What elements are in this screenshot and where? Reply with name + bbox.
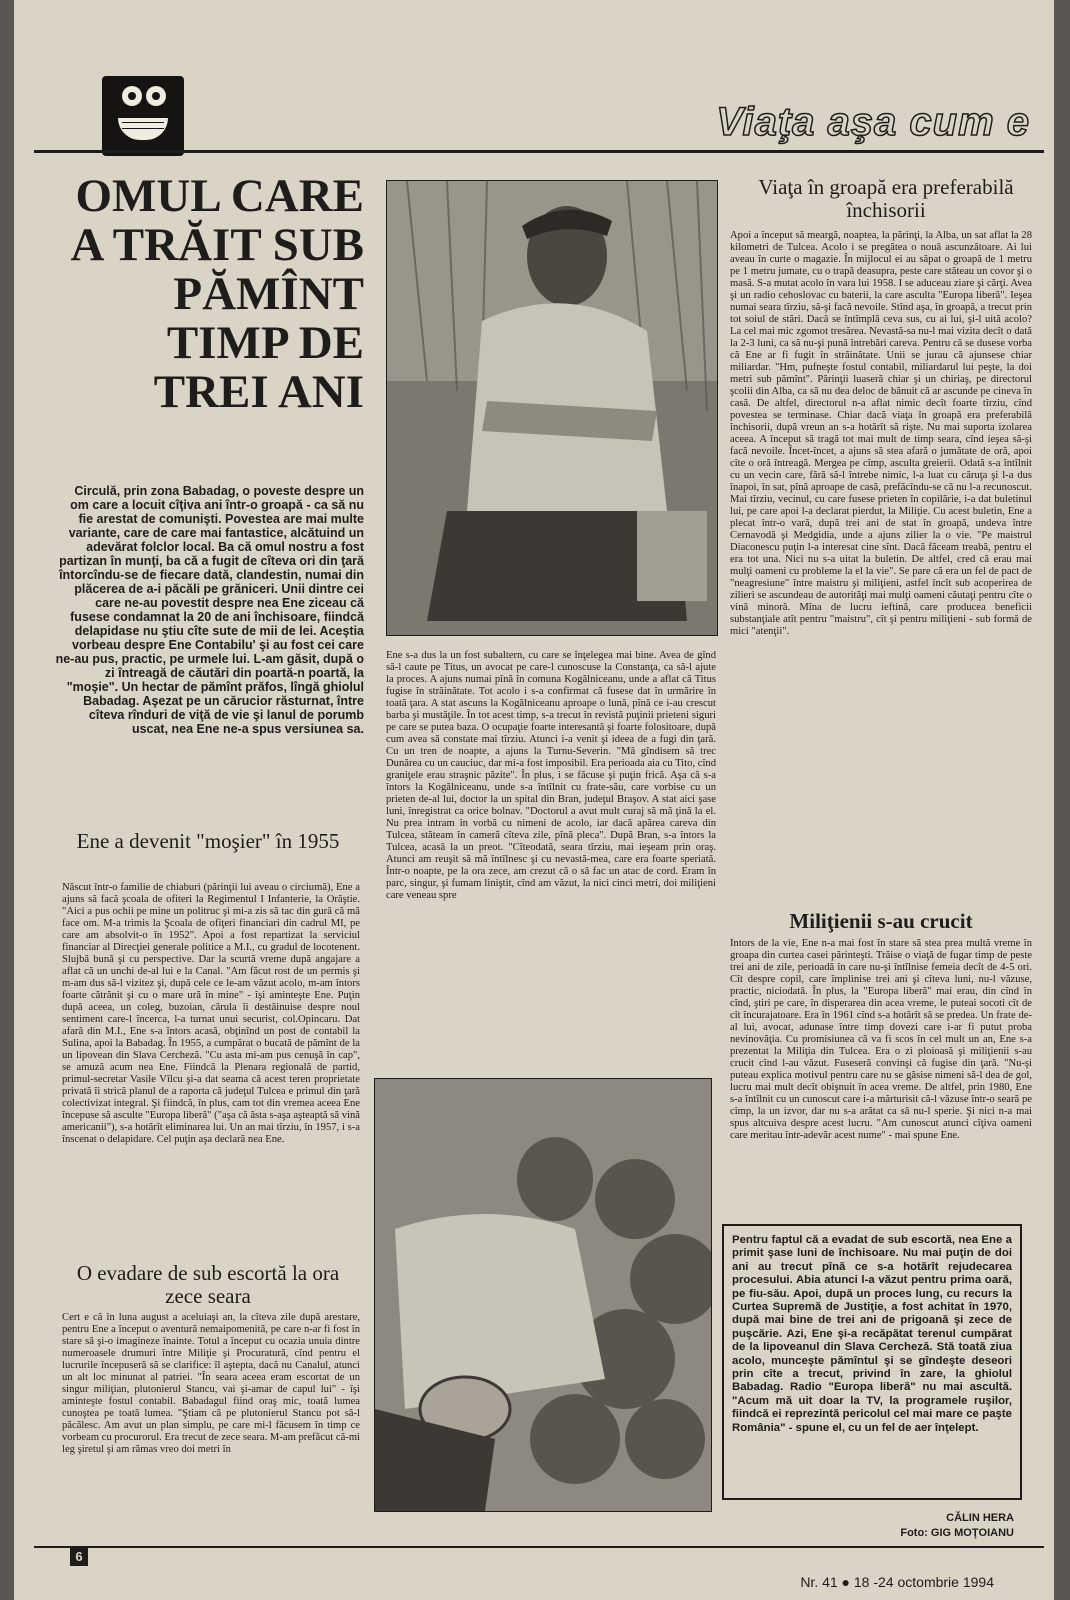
photo-man-harvesting <box>374 1078 712 1512</box>
subheading-militienii: Miliţienii s-au crucit <box>789 909 973 933</box>
subheading-evadare: O evadare de sub escortă la ora zece seara <box>76 1261 340 1308</box>
photo-credit: Foto: GIG MOŢOIANU <box>900 1527 1014 1539</box>
section-title: Viaţa aşa cum e <box>716 100 1030 144</box>
subheading-groapa: Viaţa în groapă era preferabilă închisorii <box>758 175 1014 222</box>
epilogue-text: Pentru faptul că a evadat de sub escortă, nea Ene a primit şase luni de închisoare. Nu mai puţin de doi ani au trecut pînă ce s-a hotărît rejudecarea procesului. Abia atunci l-a văzut pentru prima oară, pe fiu-său. Apoi, după un proces lung, cu recurs la Curtea Supremă de Justiţie, a fost achitat în 1970, după mai bine de trei ani de prigoană şi zece de puşcărie. Azi, Ene şi-a recăpătat terenul cumpărat de la lipoveanul din Slava Cercheză. Stă toată ziua acolo, munceşte pămîntul şi se gîndeşte deseori prin cîte a trecut, privind în zare, la ghiolul Babadag. Radio "Europa liberă" nu mai ascultă. "Acum mă uit doar la TV, la programele ruşilor, fiindcă ei reprezintă pericolul cel mai mare ce paşte România" - spune el, cu un fel de aer înţelept. <box>732 1234 1012 1434</box>
issue-info: Nr. 41 ● 18 -24 octombrie 1994 <box>800 1574 994 1590</box>
header-rule <box>34 150 1044 153</box>
newspaper-page <box>14 0 1054 1600</box>
body-col2: Ene s-a dus la un fost subaltern, cu care se înţelegea mai bine. Avea de gînd să-l caute pe Titus, un avocat pe care-l cunoscuse la Constanţa, ca să-l ajute la proces. A ajuns numai pînă în comuna Kogălniceanu, unde a aflat că Titus fugise în străinătate. Tot acolo i s-a confirmat că fusese dat în urmărire în toată ţara. A stat ascuns la Kogălniceanu aproape o lună, pînă ce i-au crescut barba şi mustăţile. În tot acest timp, s-a trecut în revistă puţinii prieteni siguri pe care se putea baza. O ocupaţie foarte interesantă şi foarte folositoare, după cum avea să constate mai tîrziu. Atunci i-a venit şi ideea de a fugi din ţară. Cu un tren de noapte, a ajuns la Turnu-Severin. "Mă gîndisem să trec Dunărea cu un cauciuc, dar mi-a fost imposibil. Era perioada aia cu Tito, cînd graniţele erau straşnic păzite". În plus, i se făcuse şi puţin frică. Aşa că s-a întors la Kogălniceanu, unde s-a întîlnit cu frate-său, care vorbise cu un prieten de-al lui, doctor la un spital din Bran, judeţul Braşov. A stat aici şase luni, înregistrat ca orice bolnav. "Doctorul a avut mult curaj să mă ţină la el. Nu prea intram în vorbă cu nimeni de acolo, iar dacă apărea careva din Tulcea, stăteam în cameră cîteva zile, pînă pleca". După Bran, s-a întors la Tulcea, acasă la un preot. "Cîteodată, seara tîrziu, mai ieşeam prin oraş. Atunci am reuşit să mă întîlnesc şi cu nevastă-mea, care era foarte speriată. Într-o noapte, pe la ora zece, am crezut că o să fac un atac de cord. Eram în parc, singur, şi fumam liniştit, cînd am văzut, la nici cinci metri, doi miliţieni care veneau spre <box>386 650 716 901</box>
body-col3-part2: Întors de la vie, Ene n-a mai fost în stare să stea prea multă vreme în groapa din curtea casei părinteşti. Trăise o viaţă de fugar timp de peste trei ani de zile, perioadă în care nu-şi întîlnise femeia decît de 4-5 ori. Cît despre copil, care împlinise trei ani şi cîteva luni, nu-l văzuse, practic, niciodată. În plus, la "Europa liberă" mai erau, din cînd în cînd, ştiri pe care, în disperarea din acea vreme, le puteai socoti cît de cît încurajatoare. Era în 1961 cînd s-a hotărît să se predea. Un frate de-al lui, avocat, adunase între timp dovezi care i-ar fi putut proba nevinovăţia. Cu promisiunea că va fi scos în cel mult un an, Ene s-a prezentat la Miliţia din Tulcea. Era o zi ploioasă şi miliţienii s-au crucit cînd l-au văzut. Fuseseră convinşi că fugise din ţară. "Nu-şi puteau explica motivul pentru care nu se găsise nimeni să-l dea de gol, lucru mai mult decît obişnuit în acea vreme. De altfel, prin 1980, Ene s-a întîlnit cu un cunoscut care i-a mărturisit că-l văzuse într-o seară pe cîmp, la un izvor, dar nu s-a arătat ca să nu-l sperie. Şi nici n-a mai spus altcuiva despre acest lucru. "Am cunoscut atunci cîţiva oameni care meritau într-adevăr acest nume" - mai spune Ene. <box>730 938 1032 1141</box>
body-col1-part1: Născut într-o familie de chiaburi (părinţii lui aveau o circiumă), Ene a ajuns să facă şcoala de ofiteri la Regimentul I Infanterie, la Orăştie. "Aici a pus ochii pe mine un politruc şi mi-a zis să tac din gură că mă face om. M-a trimis la Şcoala de ofiţeri financiari din cadrul MI, pe care am absolvit-o în 1952". Apoi a fost repartizat la serviciul financiar al Direcţiei generale politice a M.I., cu gradul de locotenent. Slujbă bună şi cu perspective. Dar la scurtă vreme după angajare a aflat că un unchi de-al lui e la Canal. "Am făcut rost de un permis şi m-am dus să-l vizitez şi, după cele ce le-am văzut acolo, m-am întors foarte cătrănit şi cu o mare ură în mine" - îşi aminteşte Ene. Puţin după aceea, un coleg, buzoian, cărula îi destăinuise despre noul sentiment care-l încerca, l-a turnat unui securist, col.Opincaru. Dat afară din M.I., Ene s-a întors acasă, obţinînd un post de contabil la Sulina, apoi la Babadag. În 1955, a cumpărat o bucată de pămînt de la un lipovean din Slava Cercheză. "Cu asta mi-am pus cenuşă în cap", se amuză acum nea Ene. Fiindcă la Plenara regională de partid, primul-secretar Vasile Vîlcu şi-a dat seama că acest teren proprietate privată îi strică planul de a raporta că judeţul Tulcea e primul din ţară colectivizat integral. Şi fiindcă, în plus, cam tot din vremea aceea Ene începuse să asculte "Europa liberă" ("aşa că ăsta s-aşa aşteaptă să vină americanii"), s-a hotărît eliminarea lui. Un an mai tîrziu, în 1957, i s-a înscenat o delapidare. Cel puţin aşa declară nea Ene. <box>62 882 360 1145</box>
boxed-epilogue <box>722 1224 1022 1500</box>
body-col1-part2: Cert e că în luna august a aceluiaşi an, la cîteva zile după arestare, pentru Ene a început o aventură nemaipomenită, pe care n-ar fi fost în stare să şi-o imagineze înainte. Totul a început cu ocazia unuia dintre numeroasele drumuri între Miliţie şi Procuratură, cînd pentru el lucrurile începuseră să se clarifice: îl aştepta, dacă nu Canalul, atunci un alt loc minunat al patriei. "În seara aceea eram escortat de un singur miliţian, plutonierul Stancu, vai şi-amar de capul lui" - îşi aminteşte fostul contabil. Babadagul fiind oraş mic, toată lumea cunoştea pe toată lumea. "Ştiam că pe plutonierul Stancu pot să-l păcălesc. Am avut un plan simplu, pe care mi-l făcusem în timp ce vorbeam cu procurorul. Era trecut de zece seara. M-am prefăcut că-mi leg şiretul şi am rămas vreo doi metri în <box>62 1312 360 1455</box>
body-col3-part1: Apoi a început să meargă, noaptea, la părinţi, la Alba, un sat aflat la 28 kilometri de Tulcea. Acolo i se pregătea o nouă ascunzătoare. Ai lui aveau în curte o magazie. În mijlocul ei au săpat o groapă de 1 metru pe 1 metru jumate, cu o trapă deasupra, peste care stăteau un covor şi o masă. S-a mutat acolo în vara lui 1958. I se aduceau ziare şi cărţi. Avea şi un radio cehoslovac cu baterii, la care asculta "Europa liberă". Ieşea numai seara tîrziu, să-şi facă nevoile. Stînd aşa, în groapă, a trecut prin tot soiul de stări. Dacă se întîmplă ceva sus, cu ai lui, şi-l uită acolo? La cel mai mic zgomot tresărea. Nevastă-sa nu-l mai vizita decît o dată la 2-3 luni, ca să nu-şi pună întrebări careva. Pentru că se dusese vorba că Ene ar fi fugit în străinătate. Unii se jurau că ajunsese chiar miliardar. "Hm, pufneşte fostul contabil, miliardarul lui peşte, la doi metri sub pămînt". Părinţii luaseră chiar şi un chiriaş, pe directorul şcolii din Alba, ca să nu dea deloc de bănuit că ar ascunde pe cineva în casă. De altfel, directorul n-a aflat nimic decît foarte tîrziu, cînd povestea se terminase. Chiar dacă viaţa în groapă era preferabilă închisorii, după vreun an s-a hotărît să rişte. Nu mai suporta izolarea aceea. A început să tragă tot mai mult de timp seara, cînd ieşea să-şi facă nevoile. Încet-încet, a ajuns să stea afară o jumătate de oră, apoi cîte o oră întreagă. Mergea pe cîmp, asculta greierii. Odată s-a întîlnit cu un vecin care, fără să-l întrebe nimic, l-a luat cu căruţa şi l-a dus înapoi, în sat, pînă aproape de casă, prefăcîndu-se că nu l-a recunoscut. Mai tîrziu, vecinul, cu care fusese prieten în copilărie, i-a dat buletinul lui, pe care apoi l-a declarat pierdut, la Miliţie. Cu acest buletin, Ene a plecat într-o vară, după trei ani de stat în groapă, undeva între Cernavodă şi Medgidia, unde a ajuns zilier la o vie. "Pe maistrul Diaconescu puţin l-a interesat cine sînt. Dacă făceam treabă, pentru el era tot una. Nici nu s-a uitat la buletin. De altfel, cred că erau mai mulţi oameni cu probleme la el la vie". Se pare că era un fel de pact de "neagresiune" între maistru şi miliţieni, astfel încît sub acoperirea de zilieri se ascundeau de autorităţi mai mulţi oameni căutaţi pentru cîte o vină minoră. Mîna de lucru ieftină, care producea beneficii substanţiale atît pentru "maistru", cît şi pentru miliţieni - sub formă de mici "atenţii". <box>730 230 1032 637</box>
smiley-logo-icon <box>102 76 184 156</box>
page-number: 6 <box>70 1548 88 1566</box>
subheading-mosier: Ene a devenit "moşier" în 1955 <box>76 829 340 853</box>
headline: OMUL CARE A TRĂIT SUB PĂMÎNT TIMP DE TREI ANI <box>70 170 364 418</box>
photo-man-sitting <box>386 180 718 636</box>
footer-rule <box>34 1546 1044 1548</box>
lede: Circulă, prin zona Babadag, o poveste despre un om care a locuit cîţiva ani într-o groapă - ca să nu fie arestat de comunişti. Povestea are mai multe variante, care de care mai fantastice, alcătuind un adevărat folclor local. Ba că omul nostru a fost partizan în munţi, ba că a fugit de cîteva ori din ţară întorcîndu-se de fiecare dată, clandestin, numai din plăcerea de a-i păcăli pe grăniceri. Unii dintre cei care ne-au povestit despre nea Ene ziceau că fusese condamnat la 20 de ani închisoare, fiindcă delapidase nu ştiu cîte sute de mii de lei. Aceştia vorbeau despre Ene Contabilu' şi au fost cei care ne-au pus, practic, pe urmele lui. L-am găsit, după o zi întreagă de căutări din poartă-n poartă, la "moşie". Un hectar de pămînt prăfos, lîngă ghiolul Babadag. Aşezat pe un cărucior răsturnat, între cîteva rînduri de viţă de vie şi lanul de porumb uscat, nea Ene ne-a spus versiunea sa. <box>55 484 364 736</box>
author-credit: CĂLIN HERA <box>946 1512 1014 1524</box>
